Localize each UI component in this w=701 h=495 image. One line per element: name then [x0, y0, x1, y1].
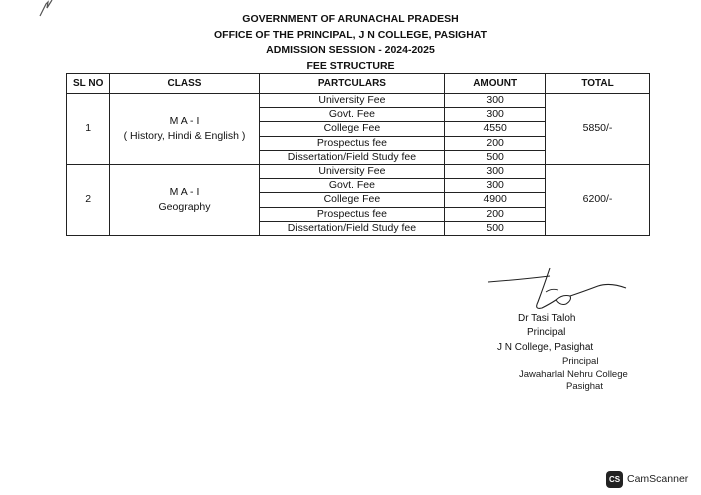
particular-cell: University Fee: [259, 164, 445, 178]
header-fee-structure: FEE STRUCTURE: [306, 59, 395, 72]
amount-cell: 300: [445, 179, 546, 193]
amount-cell: 200: [445, 136, 546, 150]
col-header-sl-no: SL NO: [67, 74, 110, 94]
amount-cell: 500: [445, 221, 546, 235]
fee-structure-table: [66, 73, 650, 236]
particular-cell: Prospectus fee: [259, 136, 445, 150]
camscanner-logo-icon: CS: [606, 471, 623, 488]
class-name: M A - I: [169, 185, 200, 198]
particular-cell: Govt. Fee: [259, 179, 445, 193]
table-header-row: [67, 74, 650, 94]
amount-cell: 200: [445, 207, 546, 221]
header-session: ADMISSION SESSION - 2024-2025: [266, 44, 435, 56]
amount-cell: 300: [445, 164, 546, 178]
col-header-amount: AMOUNT: [445, 74, 546, 94]
total-cell: 6200/-: [546, 164, 650, 235]
amount-cell: 300: [445, 94, 546, 108]
amount-cell: 500: [445, 150, 546, 164]
class-subjects: ( History, Hindi & English ): [123, 129, 246, 142]
particular-cell: Dissertation/Field Study fee: [259, 221, 445, 235]
class-cell: [110, 94, 259, 165]
sl-no-cell: 2: [67, 164, 110, 235]
signatory-college: J N College, Pasighat: [497, 342, 594, 353]
amount-cell: 4550: [445, 122, 546, 136]
stamp-title: Principal: [562, 356, 599, 367]
total-cell: 5850/-: [546, 94, 650, 165]
camscanner-text: CamScanner: [627, 473, 689, 485]
particular-cell: University Fee: [259, 94, 445, 108]
stamp-college-name: Jawaharlal Nehru College: [519, 369, 628, 380]
header-government: GOVERNMENT OF ARUNACHAL PRADESH: [242, 13, 459, 25]
class-cell: [110, 164, 259, 235]
header-office: OFFICE OF THE PRINCIPAL, J N COLLEGE, PASIGHAT: [213, 28, 487, 41]
sl-no-cell: 1: [67, 94, 110, 165]
particular-cell: Dissertation/Field Study fee: [259, 150, 445, 164]
col-header-total: TOTAL: [546, 74, 650, 94]
class-subjects: Geography: [158, 200, 211, 213]
particular-cell: Govt. Fee: [259, 108, 445, 122]
col-header-class: CLASS: [110, 74, 259, 94]
signatory-name: Dr Tasi Taloh: [518, 313, 576, 324]
table-row: [67, 94, 650, 108]
signatory-title: Principal: [527, 327, 566, 338]
amount-cell: 300: [445, 108, 546, 122]
camscanner-watermark: [606, 469, 688, 489]
particular-cell: Prospectus fee: [259, 207, 445, 221]
document-header: [0, 12, 701, 74]
col-header-particulars: PARTCULARS: [259, 74, 445, 94]
class-name: M A - I: [169, 114, 200, 127]
table-row: [67, 164, 650, 178]
particular-cell: College Fee: [259, 193, 445, 207]
particular-cell: College Fee: [259, 122, 445, 136]
stamp-place: Pasighat: [566, 381, 603, 392]
amount-cell: 4900: [445, 193, 546, 207]
